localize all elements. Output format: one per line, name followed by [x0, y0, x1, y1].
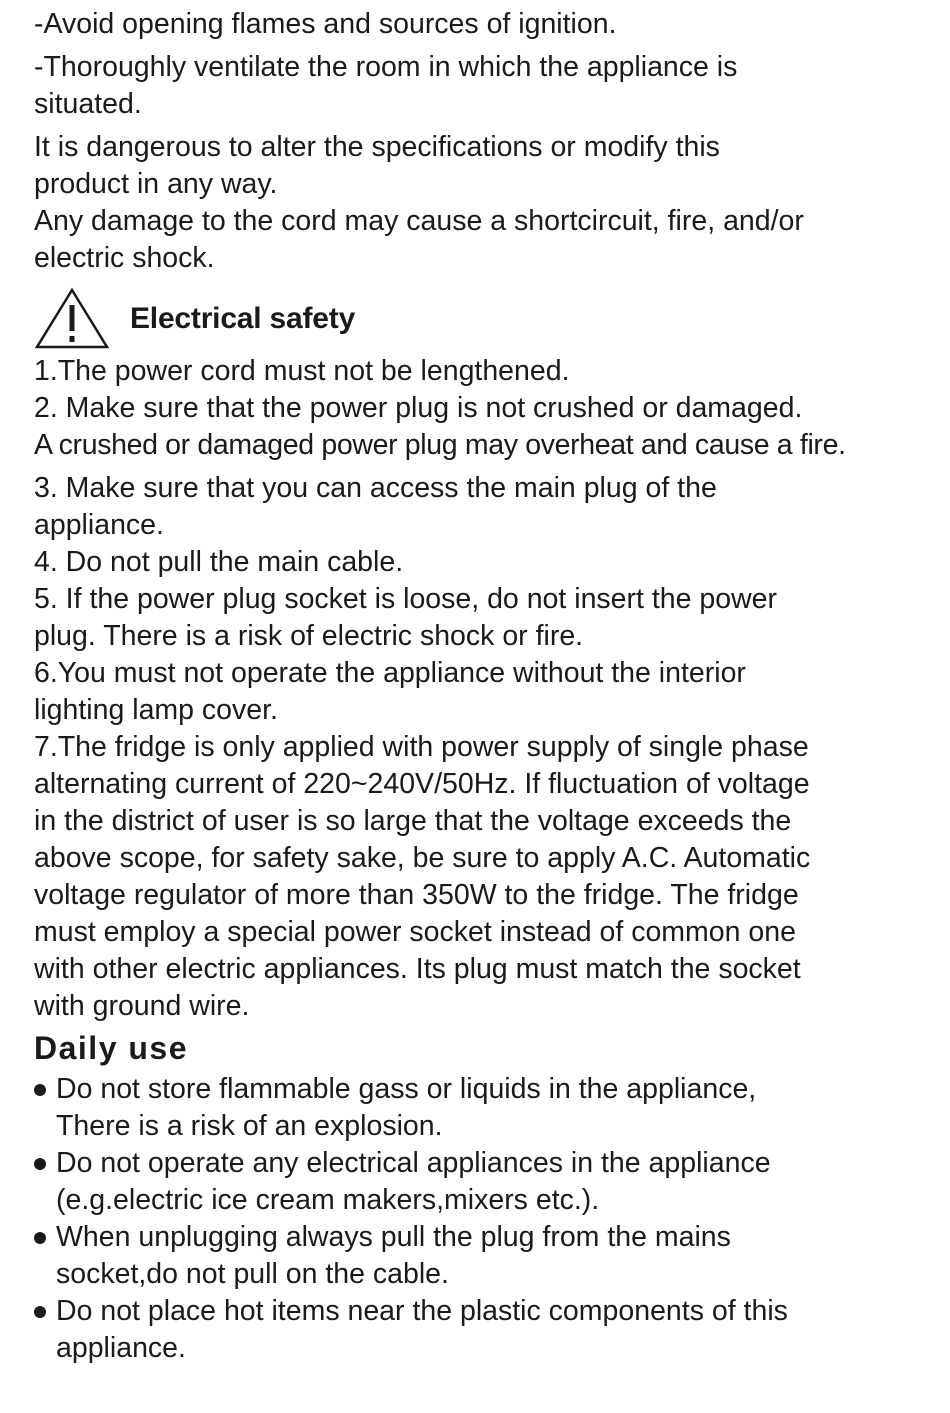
- electrical-item-2: 2. Make sure that the power plug is not crushed or damaged. A crushed or damaged power plug may overheat and cause a fire.: [34, 392, 846, 461]
- list-item: Do not store flammable gass or liquids in the appliance, There is a risk of an explosion.: [34, 1071, 934, 1145]
- intro-paragraph-4: Any damage to the cord may cause a shortcircuit, fire, and/or electric shock.: [34, 205, 804, 274]
- electrical-safety-list: [34, 353, 934, 1025]
- electrical-item-7: 7.The fridge is only applied with power supply of single phase alternating current of 220~240V/50Hz. If fluctuation of voltage in the district of user is so large that the voltage exceeds the above scope, for safety sake, be sure to apply A.C. Automatic voltage regulator of more than 350W to the fridge. The fridge must employ a special power socket instead of common one with other electric appliances. Its plug must match the socket with ground wire.: [34, 731, 811, 1022]
- electrical-item-5: 5. If the power plug socket is loose, do not insert the power plug. There is a risk of electric shock or fire.: [34, 583, 778, 652]
- intro-paragraph-2: -Thoroughly ventilate the room in which the appliance is situated.: [34, 51, 738, 120]
- bullet-icon: [34, 1158, 46, 1170]
- list-item: When unplugging always pull the plug from the mains socket,do not pull on the cable.: [34, 1219, 934, 1293]
- intro-paragraph-1: -Avoid opening flames and sources of ignition.: [34, 8, 617, 40]
- intro-paragraph-3: It is dangerous to alter the specifications or modify this product in any way.: [34, 131, 720, 200]
- bullet-icon: [34, 1084, 46, 1096]
- daily-use-list: [34, 1071, 934, 1367]
- electrical-safety-title: Electrical safety: [130, 302, 356, 335]
- bullet-icon: [34, 1306, 46, 1318]
- bullet-icon: [34, 1232, 46, 1244]
- document-page: [34, 6, 934, 1367]
- list-item: Do not place hot items near the plastic components of this appliance.: [34, 1293, 934, 1367]
- daily-use-title: Daily use: [34, 1030, 189, 1066]
- electrical-item-6: 6.You must not operate the appliance without the interior lighting lamp cover.: [34, 657, 746, 726]
- electrical-item-3: 3. Make sure that you can access the main plug of the appliance.: [34, 472, 717, 541]
- electrical-item-1: 1.The power cord must not be lengthened.: [34, 355, 570, 387]
- electrical-safety-header: [34, 285, 934, 353]
- list-item: Do not operate any electrical appliances in the appliance (e.g.electric ice cream makers,mixers etc.).: [34, 1145, 934, 1219]
- warning-triangle-icon: [34, 287, 110, 351]
- electrical-item-4: 4. Do not pull the main cable.: [34, 546, 404, 578]
